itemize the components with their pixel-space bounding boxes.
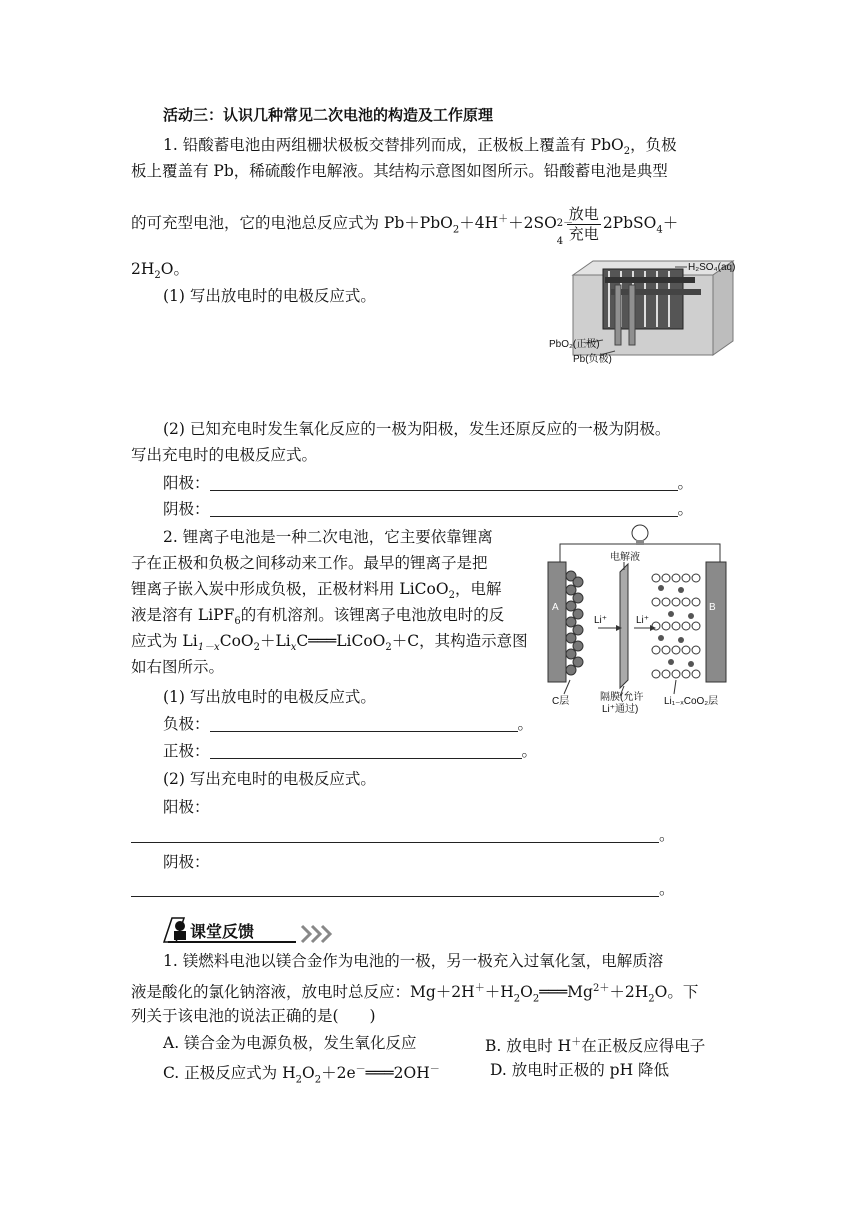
q2-line3: 锂离子嵌入炭中形成负极，正极材料用 LiCoO$_2$，电解 bbox=[131, 580, 502, 602]
q1-cathode-blank[interactable] bbox=[210, 516, 678, 517]
q2-neg-blank[interactable] bbox=[210, 731, 518, 732]
reaction-arrow: $\frac{\text{放电}}{\text{充电}}$ bbox=[568, 204, 599, 243]
q1-line1: 1. 铅酸蓄电池由两组栅状极板交替排列而成，正极板上覆盖有 PbO$_2$，负极 bbox=[163, 136, 677, 158]
li-ion-label-left: Li⁺ bbox=[594, 615, 608, 626]
li-ion-label-right: Li⁺ bbox=[636, 615, 650, 626]
plate-b-label: B bbox=[709, 602, 716, 613]
fb-option-a[interactable]: A. 镁合金为电源负极，发生氧化反应 bbox=[163, 1034, 417, 1052]
positive-plate-label: PbO₂(正极) bbox=[549, 339, 600, 350]
electrolyte-label: 电解液 bbox=[610, 552, 640, 563]
li-ion-battery-figure bbox=[544, 520, 736, 716]
activity-title: 活动三：认识几种常见二次电池的构造及工作原理 bbox=[163, 106, 494, 124]
fb-q1-line3: 列关于该电池的说法正确的是( ) bbox=[131, 1007, 376, 1025]
q2-line6: 如右图所示。 bbox=[131, 658, 225, 676]
q2-line5: 应式为 $Li_{1-x}CoO_2+Li_xC═══LiCoO_2+C$，其构造示意图 bbox=[131, 632, 528, 654]
q2-line2: 子在正极和负极之间移动来工作。最早的锂离子是把 bbox=[131, 554, 488, 572]
fb-option-d[interactable]: D. 放电时正极的 pH 降低 bbox=[490, 1061, 670, 1079]
electrolyte-label: H₂SO₄(aq) bbox=[688, 262, 736, 273]
fb-option-c[interactable]: C. 正极反应式为 $H_2O_2+2e^-═══2OH^-$ bbox=[163, 1064, 440, 1086]
separator-label-2: Li⁺通过) bbox=[602, 704, 639, 715]
q2-cathode-label: 阴极： bbox=[163, 853, 210, 871]
q2-line4: 液是溶有 LiPF$_6$的有机溶剂。该锂离子电池放电时的反 bbox=[131, 606, 505, 628]
q2-sub1: (1) 写出放电时的电极反应式。 bbox=[163, 688, 376, 706]
q1-sub1: (1) 写出放电时的电极反应式。 bbox=[163, 287, 376, 305]
q2-cathode-blank[interactable] bbox=[131, 896, 659, 897]
lead-acid-battery-figure bbox=[545, 255, 745, 375]
q2-pos-blank[interactable] bbox=[210, 758, 522, 759]
separator-label: 隔膜(允许 bbox=[600, 692, 644, 703]
person-icon bbox=[175, 921, 185, 931]
feedback-title: 课堂反馈 bbox=[190, 922, 255, 941]
q2-anode-blank[interactable] bbox=[131, 842, 659, 843]
q2-sub2: (2) 写出充电时的电极反应式。 bbox=[163, 770, 376, 788]
fb-q1-line1: 1. 镁燃料电池以镁合金作为电池的一极，另一极充入过氧化氢，电解质溶 bbox=[163, 952, 664, 970]
q2-pos-row: 正极： 。 bbox=[163, 742, 538, 760]
q1-sub2-line2: 写出充电时的电极反应式。 bbox=[131, 446, 318, 464]
fb-option-b[interactable]: B. 放电时 H＋在正极反应得电子 bbox=[485, 1037, 706, 1056]
q1-cathode-row: 阴极： 。 bbox=[163, 500, 694, 518]
c-layer-label: C层 bbox=[552, 696, 570, 707]
q2-anode-row: 。 bbox=[131, 824, 675, 846]
q1-line2: 板上覆盖有 Pb，稀硫酸作电解液。其结构示意图如图所示。铅酸蓄电池是典型 bbox=[131, 162, 668, 180]
plate-a-label: A bbox=[552, 602, 559, 613]
q2-cathode-row: 。 bbox=[131, 878, 675, 900]
q1-line4: $2H_2O$。 bbox=[131, 260, 189, 282]
q1-anode-row: 阳极： 。 bbox=[163, 474, 694, 492]
chevrons-icon bbox=[302, 926, 330, 942]
q2-anode-label: 阳极： bbox=[163, 798, 210, 816]
q1-sub2-line1: (2) 已知充电时发生氧化反应的一极为阳极，发生还原反应的一极为阴极。 bbox=[163, 420, 671, 438]
q1-anode-blank[interactable] bbox=[210, 490, 678, 491]
feedback-banner bbox=[160, 912, 336, 944]
negative-plate-label: Pb(负极) bbox=[573, 354, 612, 365]
fb-q1-line2: 液是酸化的氯化钠溶液，放电时总反应：$Mg+2H^++H_2O_2═══Mg^{2+}+2H_2O$。下 bbox=[131, 983, 699, 1005]
q1-line3-equation: 的可充型电池，它的电池总反应式为 Pb＋PbO$_2$＋4H＋＋2SO 2－ 4 $\frac{\text{放电}}{\text{充电}}$ 2PbSO$_4$＋ bbox=[131, 204, 679, 248]
cathode-layer-label: Li₁₋ₓCoO₂层 bbox=[664, 696, 719, 707]
q2-neg-row: 负极： 。 bbox=[163, 715, 534, 733]
q2-line1: 2. 锂离子电池是一种二次电池，它主要依靠锂离 bbox=[163, 528, 493, 546]
